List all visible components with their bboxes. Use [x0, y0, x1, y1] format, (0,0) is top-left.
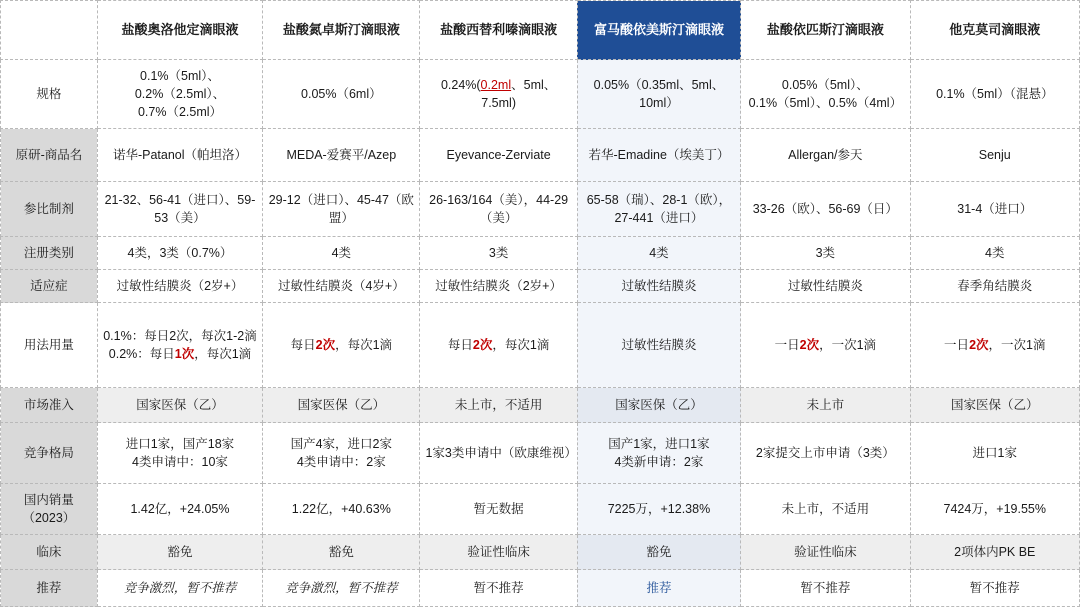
cell-sales-4: 未上市，不适用	[741, 484, 910, 535]
cell-sales-2: 暂无数据	[420, 484, 577, 535]
row-label-competition: 竞争格局	[1, 423, 98, 484]
row-label-market-access: 市场准入	[1, 388, 98, 423]
cell-reference-0: 21-32、56-41（进口）、59-53（美）	[97, 182, 262, 237]
cell-dosage-2: 每日2次，每次1滴	[420, 303, 577, 388]
cell-competition-3	[577, 423, 740, 484]
cell-indication-5: 春季角结膜炎	[910, 270, 1079, 303]
column-header-1: 盐酸氮卓斯汀滴眼液	[263, 1, 420, 60]
cell-market-access-1: 国家医保（乙）	[263, 388, 420, 423]
table-row-competition	[1, 423, 1080, 484]
row-label-indication: 适应症	[1, 270, 98, 303]
competition-line-1: 进口1家，国产18家	[125, 436, 235, 451]
cell-dosage-0	[97, 303, 262, 388]
cell-brand-4: Allergan/参天	[741, 129, 910, 182]
table-row-recommendation	[1, 570, 1080, 607]
cell-competition-0	[97, 423, 262, 484]
cell-market-access-5: 国家医保（乙）	[910, 388, 1079, 423]
row-label-reference: 参比制剂	[1, 182, 98, 237]
row-label-registration: 注册类别	[1, 237, 98, 270]
cell-dosage-3: 过敏性结膜炎	[577, 303, 740, 388]
table-header-row	[1, 1, 1080, 60]
cell-indication-4: 过敏性结膜炎	[741, 270, 910, 303]
cell-clinical-1: 豁免	[263, 535, 420, 570]
cell-competition-2: 1家3类申请中（欧康维视）	[420, 423, 577, 484]
table-corner-cell	[1, 1, 98, 60]
dosage-line-2: 0.2%：每日1次，每次1滴	[108, 347, 252, 361]
cell-market-access-0: 国家医保（乙）	[97, 388, 262, 423]
column-header-0: 盐酸奥洛他定滴眼液	[97, 1, 262, 60]
table-row-registration	[1, 237, 1080, 270]
cell-reference-2: 26-163/164（美），44-29（美）	[420, 182, 577, 237]
cell-brand-3: 若华-Emadine（埃美丁）	[577, 129, 740, 182]
cell-recommendation-0: 竞争激烈，暂不推荐	[97, 570, 262, 607]
competition-line-1: 国产1家，进口1家	[608, 436, 710, 451]
table-row-brand	[1, 129, 1080, 182]
cell-registration-3: 4类	[577, 237, 740, 270]
cell-spec-4: 0.05%（5ml）、0.1%（5ml）、0.5%（4ml）	[741, 60, 910, 129]
cell-sales-3: 7225万，+12.38%	[577, 484, 740, 535]
cell-indication-3: 过敏性结膜炎	[577, 270, 740, 303]
column-header-5: 他克莫司滴眼液	[910, 1, 1079, 60]
cell-spec-2: 0.24%(0.2ml、5ml、7.5ml)	[420, 60, 577, 129]
dosage-frequency-highlight: 2次	[472, 337, 493, 352]
cell-indication-0: 过敏性结膜炎（2岁+）	[97, 270, 262, 303]
cell-competition-5: 进口1家	[910, 423, 1079, 484]
table-row-clinical	[1, 535, 1080, 570]
cell-recommendation-3: 推荐	[577, 570, 740, 607]
row-label-sales: 国内销量（2023）	[1, 484, 98, 535]
cell-spec-3: 0.05%（0.35ml、5ml、10ml）	[577, 60, 740, 129]
cell-competition-4: 2家提交上市申请（3类）	[741, 423, 910, 484]
cell-reference-1: 29-12（进口）、45-47（欧盟）	[263, 182, 420, 237]
cell-dosage-4: 一日2次，一次1滴	[741, 303, 910, 388]
dosage-frequency-highlight: 2次	[799, 337, 820, 352]
cell-recommendation-1: 竞争激烈，暂不推荐	[263, 570, 420, 607]
cell-market-access-3: 国家医保（乙）	[577, 388, 740, 423]
cell-market-access-4: 未上市	[741, 388, 910, 423]
cell-spec-0: 0.1%（5ml）、0.2%（2.5ml）、0.7%（2.5ml）	[97, 60, 262, 129]
dosage-frequency-highlight: 1次	[174, 347, 195, 361]
cell-competition-1	[263, 423, 420, 484]
table-row-spec	[1, 60, 1080, 129]
cell-clinical-5: 2项体内PK BE	[910, 535, 1079, 570]
row-label-spec: 规格	[1, 60, 98, 129]
cell-registration-4: 3类	[741, 237, 910, 270]
row-label-recommendation: 推荐	[1, 570, 98, 607]
cell-clinical-2: 验证性临床	[420, 535, 577, 570]
dosage-frequency-highlight: 2次	[969, 337, 989, 352]
column-header-2: 盐酸西替利嗪滴眼液	[420, 1, 577, 60]
cell-sales-0: 1.42亿，+24.05%	[97, 484, 262, 535]
row-label-brand: 原研-商品名	[1, 129, 98, 182]
cell-clinical-4: 验证性临床	[741, 535, 910, 570]
table-row-sales	[1, 484, 1080, 535]
cell-sales-5: 7424万，+19.55%	[910, 484, 1079, 535]
row-label-dosage: 用法用量	[1, 303, 98, 388]
row-label-clinical: 临床	[1, 535, 98, 570]
competition-line-2: 4类申请中：10家	[132, 455, 228, 469]
cell-reference-5: 31-4（进口）	[910, 182, 1079, 237]
competition-line-2: 4类新申请：2家	[614, 455, 704, 469]
cell-recommendation-5: 暂不推荐	[910, 570, 1079, 607]
cell-brand-1: MEDA-爱赛平/Azep	[263, 129, 420, 182]
dosage-frequency-highlight: 2次	[315, 337, 336, 352]
cell-reference-3: 65-58（瑞）、28-1（欧），27-441（进口）	[577, 182, 740, 237]
cell-spec-5: 0.1%（5ml）（混悬）	[910, 60, 1079, 129]
cell-dosage-1: 每日2次，每次1滴	[263, 303, 420, 388]
cell-reference-4: 33-26（欧）、56-69（日）	[741, 182, 910, 237]
cell-registration-1: 4类	[263, 237, 420, 270]
cell-indication-2: 过敏性结膜炎（2岁+）	[420, 270, 577, 303]
cell-clinical-0: 豁免	[97, 535, 262, 570]
cell-spec-1: 0.05%（6ml）	[263, 60, 420, 129]
cell-clinical-3: 豁免	[577, 535, 740, 570]
cell-sales-1: 1.22亿，+40.63%	[263, 484, 420, 535]
cell-market-access-2: 未上市，不适用	[420, 388, 577, 423]
cell-recommendation-4: 暂不推荐	[741, 570, 910, 607]
table-row-reference	[1, 182, 1080, 237]
cell-registration-2: 3类	[420, 237, 577, 270]
cell-recommendation-2: 暂不推荐	[420, 570, 577, 607]
cell-registration-5: 4类	[910, 237, 1079, 270]
table-row-indication	[1, 270, 1080, 303]
cell-brand-2: Eyevance-Zerviate	[420, 129, 577, 182]
spec-highlight-text: 0.2ml	[480, 77, 512, 92]
competition-line-2: 4类申请中：2家	[296, 455, 386, 469]
cell-registration-0: 4类，3类（0.7%）	[97, 237, 262, 270]
cell-brand-0: 诺华-Patanol（帕坦洛）	[97, 129, 262, 182]
table-row-dosage	[1, 303, 1080, 388]
column-header-4: 盐酸依匹斯汀滴眼液	[741, 1, 910, 60]
column-header-3-highlighted: 富马酸依美斯汀滴眼液	[577, 1, 740, 60]
cell-dosage-5: 一日2次，一次1滴	[910, 303, 1079, 388]
cell-indication-1: 过敏性结膜炎（4岁+）	[263, 270, 420, 303]
competition-line-1: 国产4家，进口2家	[290, 436, 393, 451]
dosage-line-1: 0.1%：每日2次，每次1-2滴	[103, 328, 257, 343]
cell-brand-5: Senju	[910, 129, 1079, 182]
table-row-market-access	[1, 388, 1080, 423]
